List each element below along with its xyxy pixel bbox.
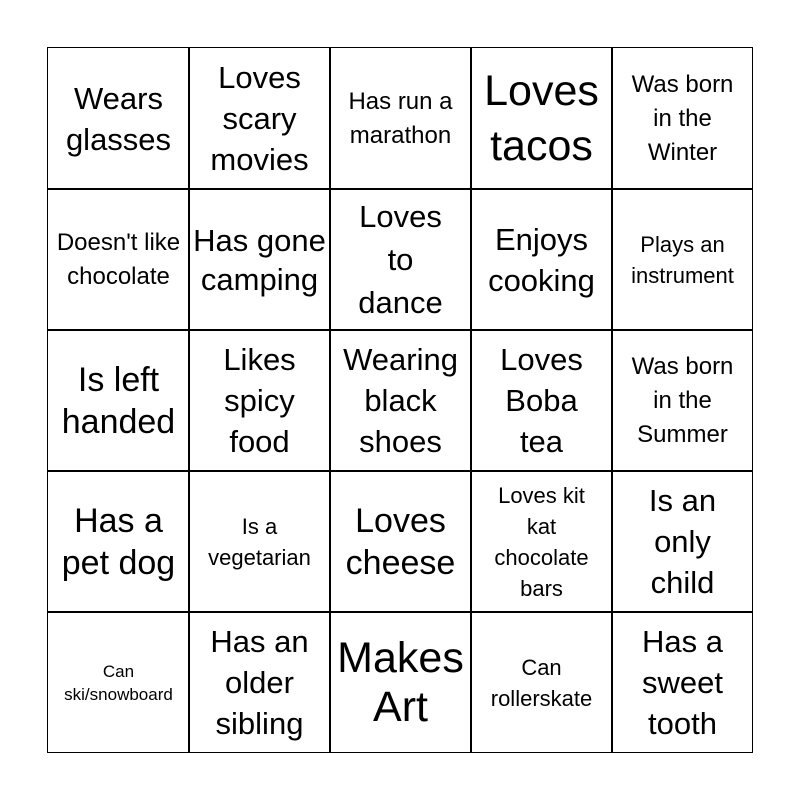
cell-text: Has gone camping [193,222,326,297]
cell-text: Has run a marathon [348,87,453,149]
bingo-cell[interactable] [330,330,471,471]
cell-text: Has an older sibling [210,624,309,741]
bingo-cell[interactable] [471,330,612,471]
bingo-cell[interactable] [612,330,753,471]
bingo-board [47,47,753,753]
bingo-cell[interactable] [471,612,612,753]
cell-text: Likes spicy food [223,342,296,459]
bingo-cell[interactable] [612,189,753,330]
cell-text: Plays an instrument [631,231,734,288]
bingo-cell[interactable] [330,48,471,189]
cell-text: Wears glasses [65,80,172,157]
cell-text: Has a pet dog [61,501,176,582]
cell-text: Loves to dance [358,199,443,320]
cell-text: Loves cheese [345,501,456,582]
cell-text: Is a vegetarian [208,513,311,570]
cell-text: Loves tacos [484,66,599,170]
bingo-cell[interactable] [189,48,330,189]
bingo-cell[interactable] [330,189,471,330]
cell-text: Loves kit kat chocolate bars [494,482,589,601]
bingo-cell[interactable] [189,471,330,612]
bingo-cell[interactable] [189,189,330,330]
bingo-cell[interactable] [48,48,189,189]
bingo-cell[interactable] [189,330,330,471]
bingo-cell[interactable] [48,471,189,612]
bingo-cell[interactable] [471,471,612,612]
bingo-cell[interactable] [471,48,612,189]
cell-text: Was born in the Winter [631,70,734,166]
cell-text: Doesn't like chocolate [56,228,181,290]
bingo-cell[interactable] [330,612,471,753]
cell-text: Can rollerskate [490,654,593,711]
cell-text: Has a sweet tooth [642,624,723,741]
bingo-cell[interactable] [48,330,189,471]
cell-text: Was born in the Summer [631,352,734,448]
bingo-cell[interactable] [612,471,753,612]
bingo-cell[interactable] [471,189,612,330]
bingo-cell[interactable] [330,471,471,612]
cell-text: Wearing black shoes [343,342,458,459]
bingo-cell[interactable] [612,48,753,189]
bingo-cell[interactable] [48,189,189,330]
cell-text: Can ski/snowboard [64,661,173,704]
cell-text: Enjoys cooking [488,221,595,298]
cell-text: Loves Boba tea [500,342,583,459]
bingo-cell[interactable] [189,612,330,753]
cell-text: Is an only child [648,483,717,600]
cell-text: Is left handed [61,360,176,441]
bingo-cell[interactable] [48,612,189,753]
cell-text: Makes Art [337,633,464,731]
cell-text: Loves scary movies [210,60,309,177]
bingo-cell[interactable] [612,612,753,753]
